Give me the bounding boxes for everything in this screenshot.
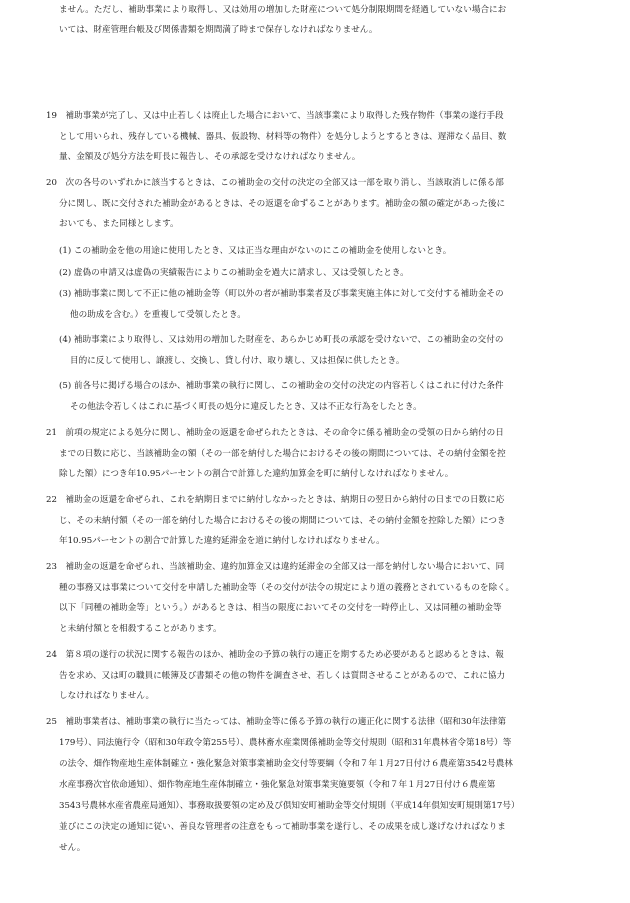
text-line: 種の事務又は事業について交付を申請した補助金等（その交付が法令の規定により道の義務とされているものを除く。: [59, 583, 515, 593]
text-line: 他の助成を含む。）を重複して受領したとき。: [70, 310, 246, 320]
text-line: 量、金額及び処分方法を町長に報告し、その承認を受けなければなりません。: [59, 152, 361, 162]
text-line: おいても、また同様とします。: [59, 219, 179, 229]
text-line: 3543号農林水産省農産局通知）、事務取扱要領の定め及び倶知安町補助金等交付規則（平成14年倶知安町規則第17号）: [59, 801, 520, 811]
text-line: じ、その未納付額（その一部を納付した場合におけるその後の期間については、その納付金額を控除した額）につき: [59, 516, 506, 526]
text-line: ません。ただし、補助事業により取得し、又は効用の増加した財産について処分制限期間を経過していない場合にお: [59, 5, 507, 15]
text-line: 24 第８項の遂行の状況に関する報告のほか、補助金の予算の執行の適正を期するため必要があると認めるときは、報: [46, 650, 504, 660]
text-line: (1) この補助金を他の用途に使用したとき、又は正当な理由がないのにこの補助金を使用しないとき。: [59, 246, 452, 256]
text-line: 23 補助金の返還を命ぜられ、当該補助金、違約加算金又は違約延滞金の全部又は一部を納付しない場合において、同: [46, 562, 505, 572]
text-line: 21 前項の規定による処分に関し、補助金の返還を命ぜられたときは、その命令に係る補助金の受領の日から納付の日: [46, 428, 504, 438]
text-line: 水産事務次官依命通知）、畑作物産地生産体制確立・強化緊急対策事業実施要領（令和７年１月27日付け６農産第: [59, 780, 496, 790]
text-line: までの日数に応じ、当該補助金の額（その一部を納付した場合におけるその後の期間については、その納付金額を控: [59, 449, 506, 459]
text-line: (3) 補助事業に関して不正に他の補助金等（町以外の者が補助事業者及び事業実施主体に対して交付する補助金その: [59, 289, 504, 299]
text-line: しなければなりません。: [59, 691, 155, 701]
text-line: と未納付額とを相殺することがあります。: [59, 624, 222, 634]
text-line: 25 補助事業者は、補助事業の執行に当たっては、補助金等に係る予算の執行の適正化に関する法律（昭和30年法律第: [46, 717, 507, 727]
text-line: 告を求め、又は町の職員に帳簿及び書類その他の物件を調査させ、若しくは質問させることがあるので、これに協力: [59, 671, 506, 681]
text-line: (2) 虚偽の申請又は虚偽の実績報告によりこの補助金を過大に請求し、又は受領したとき。: [59, 268, 409, 278]
text-line: いては、財産管理台帳及び関係書類を期間満了時まで保存しなければなりません。: [59, 25, 378, 35]
text-line: として用いられ、残存している機械、器具、仮設物、材料等の物件）を処分しようとするときは、遅滞なく品目、数: [59, 132, 507, 142]
text-line: 除した額）につき年10.95パーセントの割合で計算した違約加算金を町に納付しなければなりません。: [59, 469, 454, 479]
text-line: 目的に反して使用し、譲渡し、交換し、貸し付け、取り壊し、又は担保に供したとき。: [70, 356, 405, 366]
text-line: (5) 前各号に掲げる場合のほか、補助事業の執行に関し、この補助金の交付の決定の内容若しくはこれに付けた条件: [59, 381, 504, 391]
text-line: 20 次の各号のいずれかに該当するときは、この補助金の交付の決定の全部又は一部を取り消し、当該取消しに係る部: [46, 178, 504, 188]
text-line: 19 補助事業が完了し、又は中止若しくは廃止した場合において、当該事業により取得した残存物件（事業の遂行手段: [46, 111, 504, 121]
text-line: 並びにこの決定の通知に従い、善良な管理者の注意をもって補助事業を遂行し、その成果を成し遂げなければなりま: [59, 822, 506, 832]
text-line: その他法令若しくはこれに基づく町長の処分に違反したとき、又は不正な行為をしたとき。: [70, 402, 422, 412]
text-line: 以下「同種の補助金等」という。）があるときは、相当の限度においてその交付を一時停止し、又は同種の補助金等: [59, 603, 502, 613]
text-line: (4) 補助事業により取得し、又は効用の増加した財産を、あらかじめ町長の承認を受けないで、この補助金の交付の: [59, 335, 504, 345]
text-line: 22 補助金の返還を命ぜられ、これを納期日までに納付しなかったときは、納期日の翌日から納付の日までの日数に応: [46, 495, 505, 505]
text-line: 年10.95パーセントの割合で計算した違約延滞金を道に納付しなければなりません。: [59, 536, 385, 546]
text-line: 分に関し、既に交付された補助金があるときは、その返還を命ずることがあります。補助金の額の確定があった後に: [59, 199, 506, 209]
text-line: 179号）、同法施行令（昭和30年政令第255号）、農林畜水産業関係補助金等交付規則（昭和31年農林省令第18号）等: [59, 738, 512, 748]
text-line: の法令、畑作物産地生産体制確立・強化緊急対策事業補助金交付等要綱（令和７年１月27日付け６農産第3542号農林: [59, 759, 513, 769]
text-line: せん。: [59, 843, 86, 853]
